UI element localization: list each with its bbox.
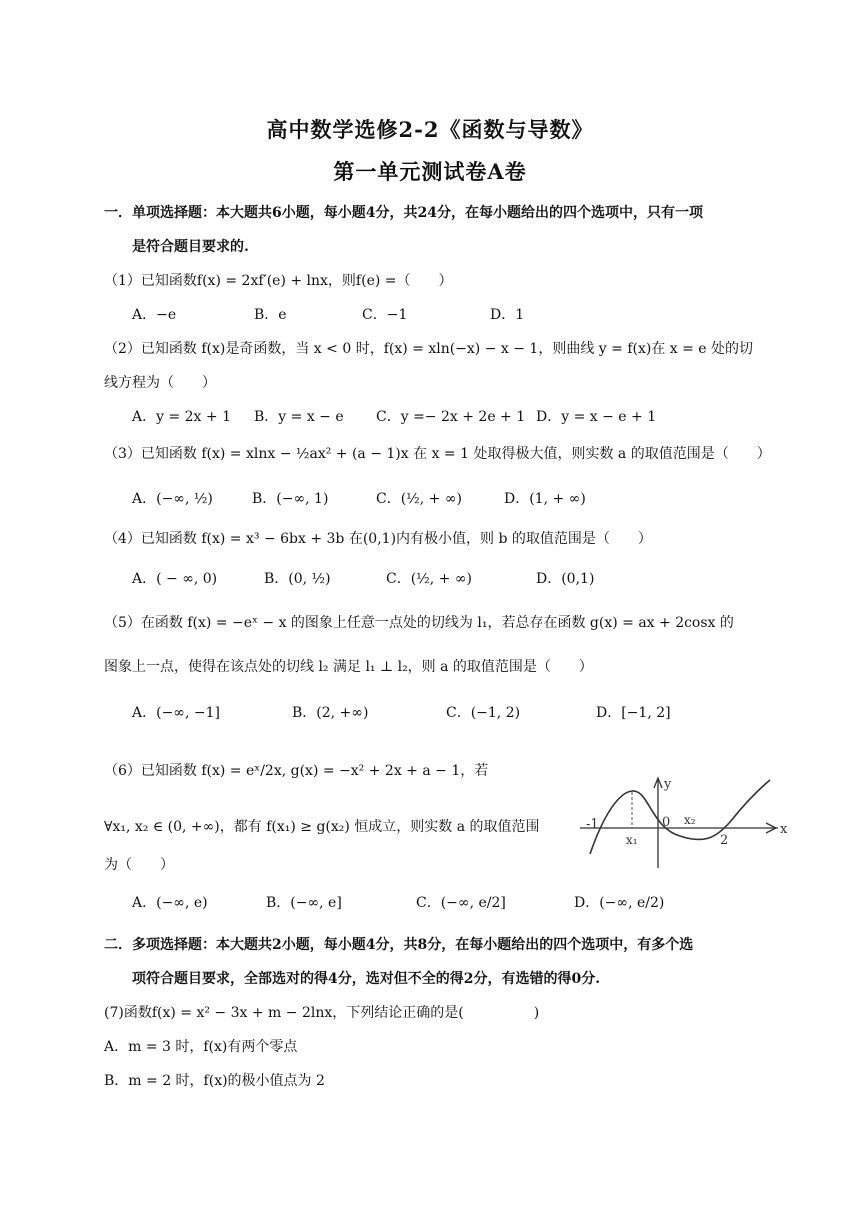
q2-option-d: D．y = x − e + 1 bbox=[536, 409, 657, 425]
curve bbox=[590, 780, 770, 854]
q3-option-a: A．(−∞, ½) bbox=[132, 491, 213, 507]
q5-option-d: D．[−1, 2] bbox=[596, 705, 671, 721]
q3-option-c: C．(½, + ∞) bbox=[376, 491, 462, 507]
q7-option-b: B．m = 2 时，f(x)的极小值点为 2 bbox=[104, 1073, 325, 1089]
section2-heading-cont: 项符合题目要求，全部选对的得4分，选对但不全的得2分，有选错的得0分. bbox=[132, 971, 601, 987]
q1-option-c: C．−1 bbox=[362, 307, 408, 323]
exam-title: 高中数学选修2-2《函数与导数》 bbox=[266, 117, 594, 142]
q6-option-d: D．(−∞, e/2) bbox=[574, 895, 665, 911]
two-label: 2 bbox=[720, 833, 729, 848]
q4-option-d: D．(0,1) bbox=[536, 571, 595, 587]
q4-option-c: C．(½, + ∞) bbox=[386, 571, 472, 587]
q6-option-b: B．(−∞, e] bbox=[266, 895, 342, 911]
q5-option-c: C．(−1, 2) bbox=[446, 705, 521, 721]
q1-option-a: A．−e bbox=[132, 307, 177, 323]
y-label: y bbox=[664, 777, 672, 792]
q3-option-d: D．(1, + ∞) bbox=[504, 491, 586, 507]
q2-stem: （2）已知函数 f(x)是奇函数，当 x < 0 时，f(x) = xln(−x) − x − 1，则曲线 y = f(x)在 x = e 处的切 bbox=[104, 341, 754, 357]
q1-option-d: D．1 bbox=[490, 307, 525, 323]
x2-label: x₂ bbox=[684, 813, 696, 827]
section1-heading: 一．单项选择题：本大题共6小题，每小题4分，共24分，在每小题给出的四个选项中，只有一项 bbox=[104, 205, 703, 221]
q1-stem: （1）已知函数f(x) = 2xf′(e) + lnx，则f(e) =（ ） bbox=[104, 273, 453, 289]
q2-option-a: A．y = 2x + 1 bbox=[132, 409, 231, 425]
q6-stem-cont2: 为（ ） bbox=[104, 857, 174, 873]
origin-label: 0 bbox=[662, 815, 671, 830]
q5-option-a: A．(−∞, −1] bbox=[132, 705, 220, 721]
q3-stem: （3）已知函数 f(x) = xlnx − ½ax² + (a − 1)x 在 x = 1 处取得极大值，则实数 a 的取值范围是（ ） bbox=[104, 446, 771, 462]
q2-option-c: C．y =− 2x + 2e + 1 bbox=[376, 409, 526, 425]
neg-one-label: -1 bbox=[586, 817, 599, 832]
q5-stem-cont: 图象上一点，使得在该点处的切线 l₂ 满足 l₁ ⊥ l₂，则 a 的取值范围是（ ） bbox=[104, 659, 593, 675]
section2-heading: 二．多项选择题：本大题共2小题，每小题4分，共8分，在每小题给出的四个选项中，有多个选 bbox=[104, 937, 694, 953]
q2-stem-cont: 线方程为（ ） bbox=[104, 375, 216, 391]
x1-label: x₁ bbox=[626, 833, 638, 847]
q6-option-a: A．(−∞, e) bbox=[132, 895, 208, 911]
q6-stem: （6）已知函数 f(x) = eˣ/2x, g(x) = −x² + 2x + a − 1，若 bbox=[104, 763, 489, 779]
function-graph bbox=[580, 772, 790, 872]
exam-subtitle: 第一单元测试卷A卷 bbox=[333, 159, 527, 184]
q2-option-b: B．y = x − e bbox=[254, 409, 344, 425]
q5-stem: （5）在函数 f(x) = −eˣ − x 的图象上任意一点处的切线为 l₁，若总存在函数 g(x) = ax + 2cosx 的 bbox=[104, 615, 734, 631]
q4-option-a: A．( − ∞, 0) bbox=[132, 571, 218, 587]
q6-stem-cont: ∀x₁, x₂ ∈ (0, +∞)，都有 f(x₁) ≥ g(x₂) 恒成立，则实数 a 的取值范围 bbox=[104, 819, 540, 835]
x-label: x bbox=[780, 822, 788, 837]
q4-option-b: B．(0, ½) bbox=[264, 571, 331, 587]
q5-option-b: B．(2, +∞) bbox=[292, 705, 369, 721]
q3-option-b: B．(−∞, 1) bbox=[252, 491, 329, 507]
q6-option-c: C．(−∞, e/2] bbox=[416, 895, 506, 911]
section1-heading-cont: 是符合题目要求的. bbox=[132, 239, 249, 255]
q7-stem: (7)函数f(x) = x² − 3x + m − 2lnx，下列结论正确的是( ) bbox=[104, 1005, 540, 1021]
q7-option-a: A．m = 3 时，f(x)有两个零点 bbox=[104, 1039, 298, 1055]
q1-option-b: B．e bbox=[254, 307, 287, 323]
q4-stem: （4）已知函数 f(x) = x³ − 6bx + 3b 在(0,1)内有极小值，则 b 的取值范围是（ ） bbox=[104, 531, 652, 547]
